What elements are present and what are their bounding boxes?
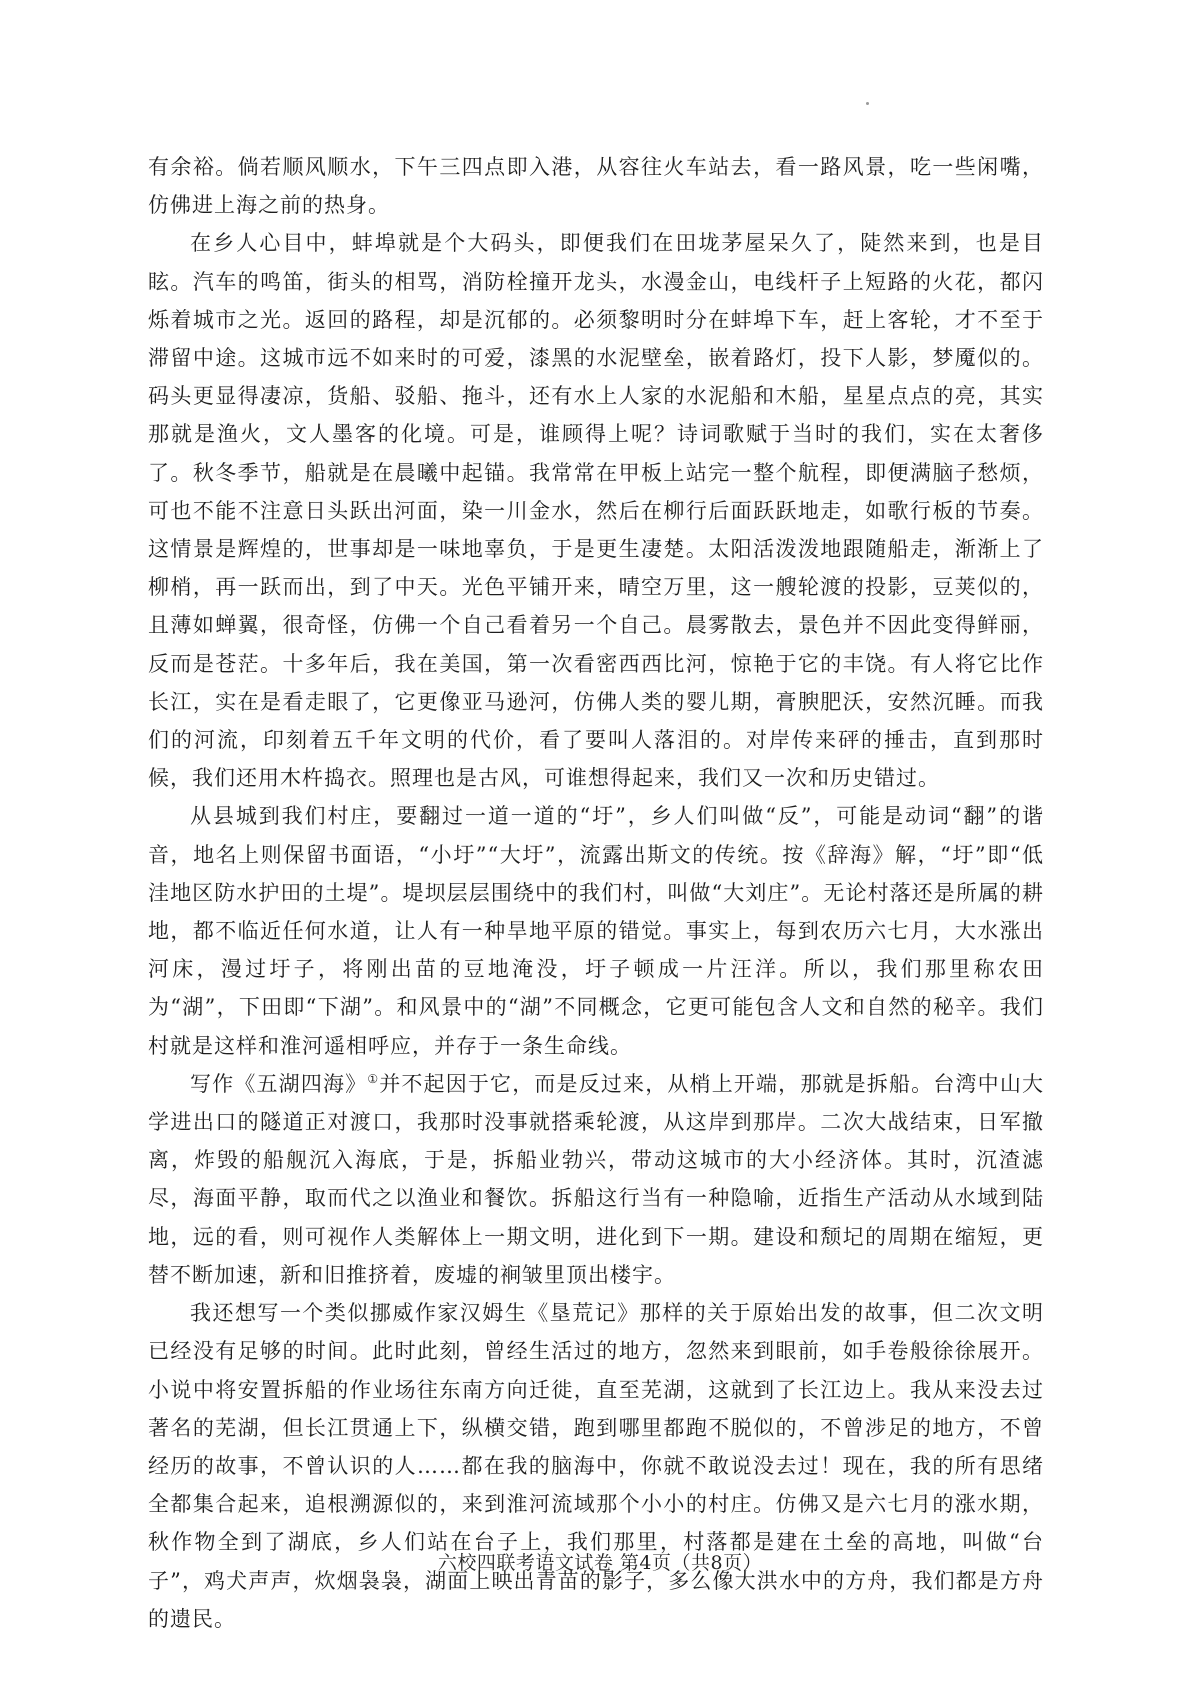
paragraph-wei: 从县城到我们村庄，要翻过一道一道的“圩”，乡人们叫做“反”，可能是动词“翻”的谐音，地名上则保留书面语，“小圩”“大圩”，流露出斯文的传统。按《辞海》解，“圩”即“低洼地区防水护田的土堤”。堤坝层层围绕中的我们村，叫做“大刘庄”。无论村落还是所属的耕地，都不临近任何水道，让人有一种旱地平原的错觉。事实上，每到农历六七月，大水涨出河床，漫过圩子，将刚出苗的豆地淹没，圩子顿成一片汪洋。所以，我们那里称农田为“湖”，下田即“下湖”。和风景中的“湖”不同概念，它更可能包含人文和自然的秘辛。我们村就是这样和淮河遥相呼应，并存于一条生命线。 [148, 804, 1044, 1058]
paragraph-writing [148, 1065, 1044, 1294]
page-footer: 六校四联考语文试卷 第4页（共8页） [437, 1552, 763, 1574]
footnote-marker: ① [367, 1071, 380, 1086]
paragraph-continuation: 有余裕。倘若顺风顺水，下午三四点即入港，从容往火车站去，看一路风景，吃一些闲嘴，仿佛进上海之前的热身。 [148, 155, 1044, 218]
paragraph-bengbu: 在乡人心目中，蚌埠就是个大码头，即便我们在田垅茅屋呆久了，陡然来到，也是目眩。汽车的鸣笛，街头的相骂，消防栓撞开龙头，水漫金山，电线杆子上短路的火花，都闪烁着城市之光。返回的路程，却是沉郁的。必须黎明时分在蚌埠下车，赶上客轮，才不至于滞留中途。这城市远不如来时的可爱，漆黑的水泥壁垒，嵌着路灯，投下人影，梦魇似的。码头更显得凄凉，货船、驳船、拖斗，还有水上人家的水泥船和木船，星星点点的亮，其实那就是渔火，文人墨客的化境。可是，谁顾得上呢？诗词歌赋于当时的我们，实在太奢侈了。秋冬季节，船就是在晨曦中起锚。我常常在甲板上站完一整个航程，即便满脑子愁烦，可也不能不注意日头跃出河面，染一川金水，然后在柳行后面跃跃地走，如歌行板的节奏。这情景是辉煌的，世事却是一味地辜负，于是更生凄楚。太阳活泼泼地跟随船走，渐渐上了柳梢，再一跃而出，到了中天。光色平铺开来，晴空万里，这一艘轮渡的投影，豆荚似的，且薄如蝉翼，很奇怪，仿佛一个自己看着另一个自己。晨雾散去，景色并不因此变得鲜丽，反而是苍茫。十多年后，我在美国，第一次看密西西比河，惊艳于它的丰饶。有人将它比作长江，实在是看走眼了，它更像亚马逊河，仿佛人类的婴儿期，膏腴肥沃，安然沉睡。而我们的河流，印刻着五千年文明的代价，看了要叫人落泪的。对岸传来砰的捶击，直到那时候，我们还用木杵捣衣。照理也是古风，可谁想得起来，我们又一次和历史错过。 [148, 231, 1044, 791]
paragraph-writing-rest: 并不起因于它，而是反过来，从梢上开端，那就是拆船。台湾中山大学进出口的隧道正对渡口，我那时没事就搭乘轮渡，从这岸到那岸。二次大战结束，日军撤离，炸毁的船舰沉入海底，于是，拆船业勃兴，带动这城市的大小经济体。其时，沉渣滤尽，海面平静，取而代之以渔业和餐饮。拆船这行当有一种隐喻，近指生产活动从水域到陆地，远的看，则可视作人类解体上一期文明，进化到下一期。建设和颓圮的周期在缩短，更替不断加速，新和旧推挤着，废墟的裥皱里顶出楼宇。 [148, 1071, 1044, 1287]
paragraph-writing-lead: 写作《五湖四海》 [190, 1071, 368, 1096]
paragraph-ark: 我还想写一个类似挪威作家汉姆生《垦荒记》那样的关于原始出发的故事，但二次文明已经没有足够的时间。此时此刻，曾经生活过的地方，忽然来到眼前，如手卷般徐徐展开。小说中将安置拆船的作业场往东南方向迁徙，直至芜湖，这就到了长江边上。我从来没去过著名的芜湖，但长江贯通上下，纵横交错，跑到哪里都跑不脱似的，不曾涉足的地方，不曾经历的故事，不曾认识的人……都在我的脑海中，你就不敢说没去过！现在，我的所有思绪全都集合起来，追根溯源似的，来到淮河流域那个小小的村庄。仿佛又是六七月的涨水期，秋作物全到了湖底，乡人们站在台子上，我们那里，村落都是建在土垒的高地，叫做“台子”，鸡犬声声，炊烟袅袅，湖面上映出青苗的影子，多么像大洪水中的方舟，我们都是方舟的遗民。 [148, 1301, 1044, 1631]
scan-speck [866, 102, 869, 105]
page-body [148, 148, 1044, 1638]
